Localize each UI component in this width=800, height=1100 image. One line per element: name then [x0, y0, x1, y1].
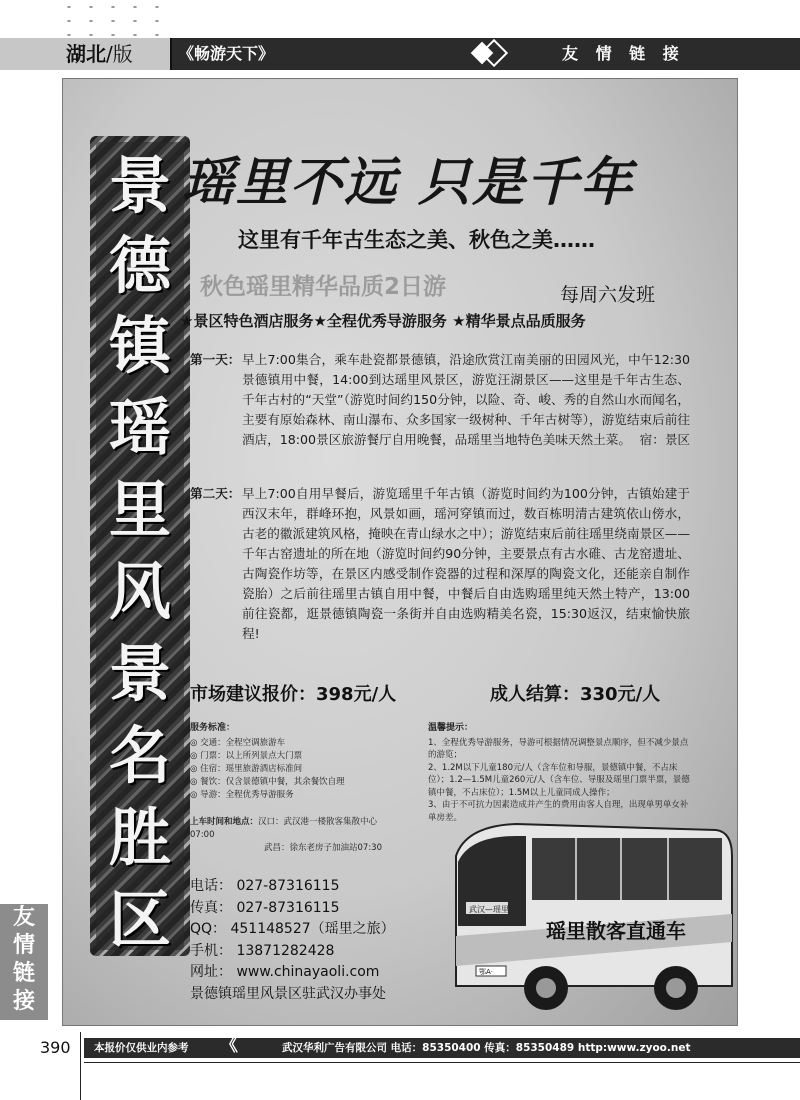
region-name: 湖北: [66, 42, 106, 66]
vertical-title-char: 名: [108, 719, 171, 792]
tips: [428, 722, 694, 824]
service-standards: [190, 722, 400, 855]
weekly-departure: 每周六发班: [560, 284, 656, 306]
service-item: ◎ 住宿：瑶里旅游酒店标准间: [190, 764, 303, 774]
side-tab-char: 情: [12, 933, 35, 958]
tour-bus-illustration: [436, 816, 736, 1026]
vertical-title-char: 瑶: [108, 391, 171, 464]
contact-fax: 传真： 027-87316115: [190, 899, 340, 916]
contact-office: 景德镇瑶里风景区驻武汉办事处: [190, 985, 386, 1002]
page-number: 390: [40, 1038, 71, 1057]
day2-text: 早上7:00自用早餐后，游览瑶里千年古镇（游览时间约为100分钟，古镇始建于西汉末年，群峰环抱，风景如画，瑶河穿镇而过，数百栋明清古建筑依山傍水，古老的徽派建筑风格，掩映在青山绿水之中）；游览结束后前往瑶里绕南景区——千年古窑遗址的所在地（游览时间约90分钟，主要景点有古水碓、古龙窑遗址、古陶瓷作坊等，在景区内感受制作瓷器的过程和深厚的陶瓷文化，还能亲自制作瓷胎）之后前往瑶里古镇自用中餐，中餐后自由选购瑶里纯天然土特产，13:00前往瓷都，逛景德镇陶瓷一条街并自由选购精美名瓷，15:30返汉，结束愉快旅程!: [242, 486, 690, 641]
footer-company: 武汉华利广告有限公司 电话：85350400 传真：85350489 http:www.zyoo.net: [282, 1042, 691, 1054]
page-header: [0, 38, 800, 70]
bus-plate: 鄂A·: [479, 968, 494, 976]
subtitle: 这里有千年古生态之美、秋色之美……: [238, 228, 595, 252]
day1-stay: 宿：景区: [639, 432, 690, 447]
pickup-label: 上车时间和地点：: [190, 817, 259, 827]
tip-item: 3、由于不可抗力因素造成并产生的费用由客人自理，出现单男单女补单房差。: [428, 800, 689, 823]
travel-advertisement: [62, 78, 738, 1026]
vertical-title-banner: [90, 136, 190, 956]
day1-description: 早上7:00集合，乘车赴瓷都景德镇，沿途欣赏江南美丽的田园风光，中午12:30景德镇用中餐，14:00到达瑶里风景区，游览汪湖景区——这里是千年古生态、千年古村的“天堂”（游览时间约150分钟，以险、奇、峻、秀的自然山水而闻名，主要有原始森林、南山瀑布、众多国家一级树种、千年古树等），游览结束后前往酒店，18:00景区旅游餐厅自用晚餐，品瑶里当地特色美味天然土菜。: [242, 352, 690, 447]
tip-item: 2、1.2M以下儿童180元/人（含车位和导服，景德镇中餐，不占床位）；1.2—1.5M儿童260元/人（含车位、导服及瑶里门票半票，景德镇中餐，不占床位）；1.5M以上儿童同成人操作；: [428, 762, 690, 798]
column-title: 《畅游天下》: [178, 44, 275, 63]
day2-label: 第二天：: [190, 486, 241, 501]
feature-list: ★景区特色酒店服务★全程优秀导游服务 ★精华景点品质服务: [180, 312, 586, 330]
links-title: 友 情 链 接: [562, 44, 685, 63]
service-item: ◎ 导游：全程优秀导游服务: [190, 790, 294, 800]
contact-qq: QQ： 451148527（瑶里之旅）: [190, 921, 395, 937]
vertical-title-char: 景: [108, 149, 171, 222]
vertical-title-char: 景: [108, 637, 171, 710]
links-bar: [470, 38, 800, 70]
side-tab: [0, 904, 48, 1020]
day1-itinerary: [190, 350, 690, 450]
bus-sign: 瑶里散客直通车: [546, 919, 686, 943]
adult-price: 成人结算：330元/人: [490, 684, 661, 705]
market-price: 市场建议报价：398元/人: [190, 684, 397, 705]
decorative-dots: [58, 0, 168, 36]
side-tab-char: 链: [12, 961, 35, 986]
bus-side-windows: [532, 838, 722, 900]
side-tab-char: 接: [12, 989, 35, 1014]
footer-horizontal-rule: [84, 1062, 800, 1063]
region-label: [0, 38, 172, 70]
contact-website: 网址： www.chinayaoli.com: [190, 964, 380, 980]
vertical-title-char: 风: [108, 555, 171, 628]
vertical-title-char: 区: [108, 883, 171, 956]
chevron-left-icon: 《: [220, 1035, 238, 1056]
headline-calligraphy: 瑶里不远 只是千年: [182, 152, 635, 213]
bus-rear-hub: [666, 978, 686, 998]
contact-info: [190, 876, 395, 1005]
service-item: ◎ 交通：全程空调旅游车: [190, 738, 286, 748]
page-footer: [0, 1032, 800, 1062]
day2-itinerary: [190, 484, 690, 644]
contact-phone: 电话： 027-87316115: [190, 878, 340, 894]
vertical-title-char: 胜: [108, 801, 171, 874]
pickup-info: [190, 816, 400, 855]
bus-front-sign: 武汉—瑶里: [469, 905, 509, 914]
service-item: ◎ 餐饮：仅含景德镇中餐，其余餐饮自理: [190, 777, 345, 787]
day1-label: 第一天：: [190, 352, 241, 367]
region-slash: /版: [106, 42, 133, 66]
contact-mobile: 手机： 13871282428: [190, 942, 335, 959]
pickup-hankou: 汉口：武汉港一楼散客集散中心07:00: [190, 817, 378, 840]
side-tab-char: 友: [12, 905, 35, 930]
tip-item: 1、全程优秀导游服务，导游可根据情况调整景点顺序，但不减少景点的游览；: [428, 737, 689, 760]
services-title: 服务标准：: [190, 723, 236, 733]
tips-title: 温馨提示：: [428, 723, 474, 733]
day1-text: [242, 350, 690, 450]
footer-bar: [84, 1035, 800, 1058]
bus-front-hub: [536, 978, 556, 998]
vertical-title-char: 镇: [108, 309, 171, 382]
footer-note: 本报价仅供业内参考: [94, 1042, 189, 1054]
vertical-title-char: 里: [108, 473, 171, 546]
pickup-wuchang: 武昌：徐东老房子加油站07:30: [264, 843, 382, 853]
tour-title: 秋色瑶里精华品质2日游: [200, 274, 447, 300]
service-item: ◎ 门票：以上所列景点大门票: [190, 751, 303, 761]
vertical-title-char: 德: [108, 229, 171, 302]
